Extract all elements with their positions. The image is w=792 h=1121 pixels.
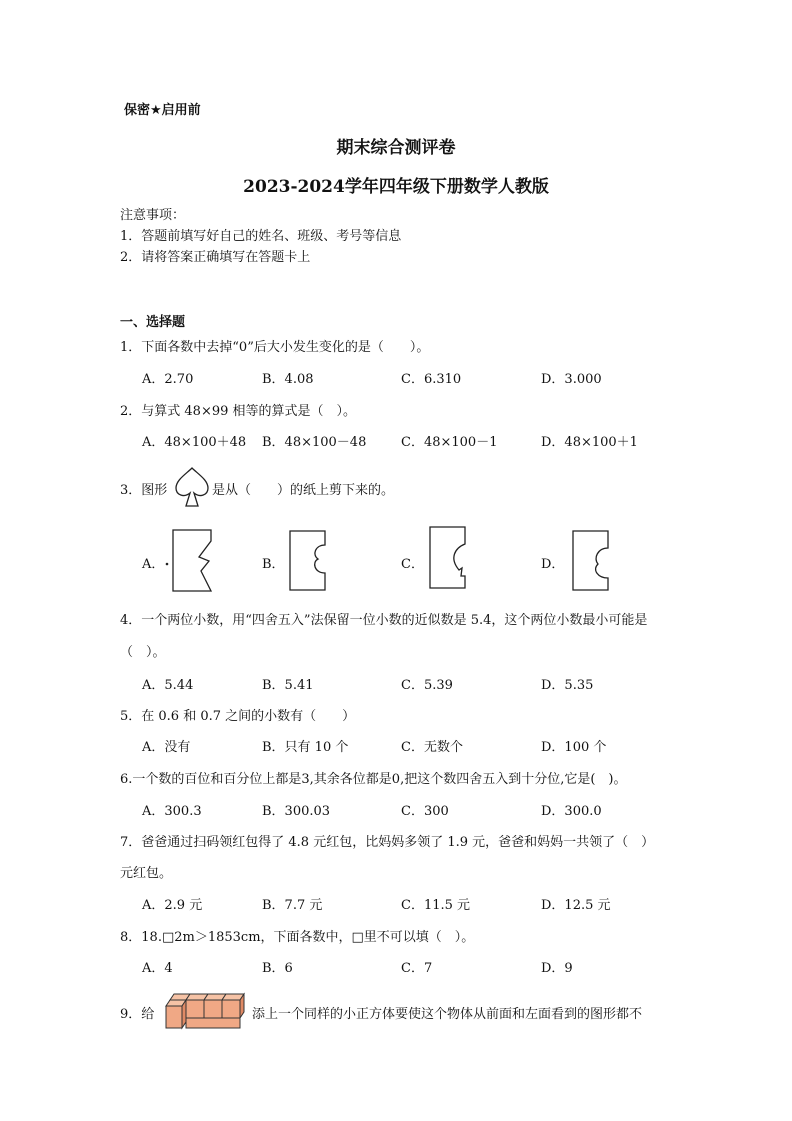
question-8-stem: 8．18.□2m＞1853cm，下面各数中，□里不可以填（ ）。 [120, 930, 475, 945]
question-9-stem-start: 9．给 [120, 1007, 155, 1022]
question-6-option-a: A．300.3 [142, 804, 202, 819]
question-4-option-a: A．5.44 [142, 678, 194, 693]
question-8-option-c: C．7 [401, 961, 433, 976]
question-4-option-c: C．5.39 [401, 678, 453, 693]
question-7-stem-line2: 元红包。 [120, 866, 173, 881]
question-3-option-d: D． [541, 557, 565, 572]
notes-heading: 注意事项： [120, 208, 186, 223]
note-item-1: 1．答题前填写好自己的姓名、班级、考号等信息 [120, 229, 402, 244]
question-1-stem: 1．下面各数中去掉“0”后大小发生变化的是（ ）。 [120, 340, 430, 355]
question-4-stem-line1: 4．一个两位小数，用“四舍五入”法保留一位小数的近似数是 5.4，这个两位小数最小可能是 [120, 613, 648, 628]
question-7-option-b: B．7.7 元 [262, 898, 323, 913]
option-b-paper-figure [285, 528, 331, 594]
question-6-option-b: B．300.03 [262, 804, 331, 819]
option-d-paper-figure [568, 528, 614, 594]
question-5-option-a: A．没有 [142, 740, 191, 755]
question-2-option-c: C．48×100－1 [401, 435, 498, 450]
question-1-option-c: C．6.310 [401, 372, 462, 387]
question-5-option-b: B．只有 10 个 [262, 740, 349, 755]
question-5-option-d: D．100 个 [541, 740, 607, 755]
question-7-option-c: C．11.5 元 [401, 898, 471, 913]
question-2-option-a: A．48×100＋48 [142, 435, 247, 450]
confidential-label: 保密★启用前 [124, 103, 201, 118]
question-3-option-c: C． [401, 557, 424, 572]
question-3-option-b: B． [262, 557, 285, 572]
question-3-stem-start: 3．图形 [120, 483, 168, 498]
exam-subtitle: 2023-2024学年四年级下册数学人教版 [243, 177, 549, 197]
question-7-option-d: D．12.5 元 [541, 898, 611, 913]
question-5-stem: 5．在 0.6 和 0.7 之间的小数有（ ） [120, 709, 356, 724]
question-5-option-c: C．无数个 [401, 740, 463, 755]
question-9-stem-end: 添上一个同样的小正方体要使这个物体从前面和左面看到的图形都不 [252, 1007, 643, 1022]
question-2-option-b: B．48×100－48 [262, 435, 367, 450]
question-8-option-a: A．4 [142, 961, 173, 976]
question-6-option-c: C．300 [401, 804, 449, 819]
cubes-figure [154, 988, 250, 1034]
question-3-stem-end: 是从（ ）的纸上剪下来的。 [212, 483, 395, 498]
question-6-stem: 6.一个数的百位和百分位上都是3,其余各位都是0,把这个数四舍五入到十分位,它是( )。 [120, 772, 627, 787]
question-2-stem: 2．与算式 48×99 相等的算式是（ ）。 [120, 404, 357, 419]
spade-shape-figure [172, 466, 212, 510]
question-1-option-b: B．4.08 [262, 372, 314, 387]
question-7-option-a: A．2.9 元 [142, 898, 203, 913]
question-3-option-a: A． [142, 557, 165, 572]
question-1-option-d: D．3.000 [541, 372, 602, 387]
question-8-option-b: B．6 [262, 961, 293, 976]
question-8-option-d: D．9 [541, 961, 573, 976]
question-7-stem-line1: 7．爸爸通过扫码领红包得了 4.8 元红包，比妈妈多领了 1.9 元，爸爸和妈妈一共领了（ ） [120, 835, 655, 850]
question-4-stem-line2: （ ）。 [120, 645, 166, 660]
exam-title: 期末综合测评卷 [336, 138, 456, 158]
option-a-paper-figure [163, 527, 219, 597]
question-1-option-a: A．2.70 [142, 372, 194, 387]
section-title: 一、选择题 [120, 315, 186, 330]
question-6-option-d: D．300.0 [541, 804, 602, 819]
question-2-option-d: D．48×100＋1 [541, 435, 638, 450]
option-c-paper-figure [425, 524, 471, 592]
question-4-option-b: B．5.41 [262, 678, 314, 693]
question-4-option-d: D．5.35 [541, 678, 594, 693]
note-item-2: 2．请将答案正确填写在答题卡上 [120, 250, 311, 265]
